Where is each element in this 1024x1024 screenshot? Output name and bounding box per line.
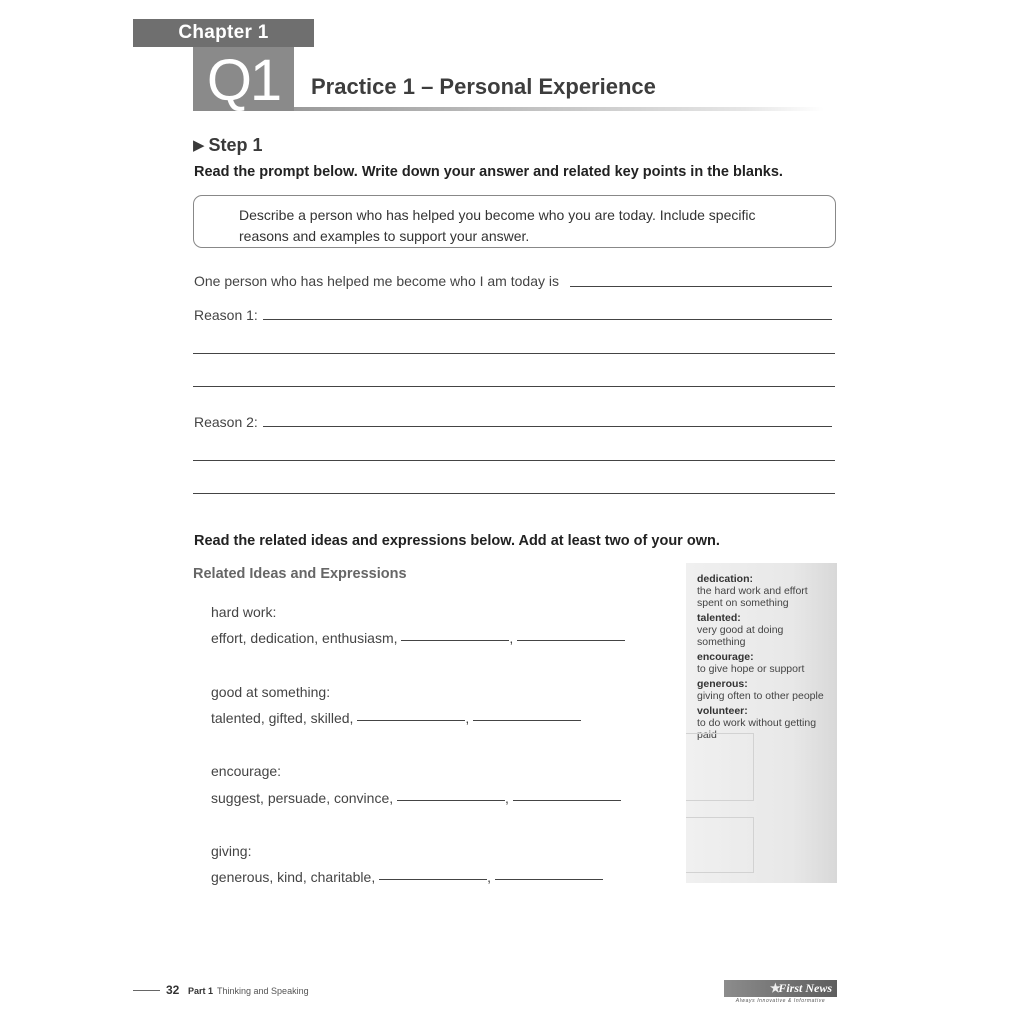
part-title: Thinking and Speaking <box>217 986 309 996</box>
footer-section <box>188 986 309 996</box>
group-title-hard-work: hard work: <box>211 604 277 620</box>
publisher-name: First News <box>778 981 832 995</box>
reason-1-line-2[interactable] <box>193 353 835 354</box>
glossary-definition: the hard work and effort spent on something <box>697 585 808 609</box>
glossary-definition: to give hope or support <box>697 663 805 675</box>
glossary-term: talented: <box>697 612 741 624</box>
footer-rule <box>133 990 160 991</box>
group-words: generous, kind, charitable, <box>211 869 376 885</box>
step-instruction: Read the prompt below. Write down your answer and related key points in the blanks. <box>194 164 783 180</box>
chapter-tab: Chapter 1 <box>133 19 314 47</box>
intro-sentence: One person who has helped me become who I am today is <box>194 273 559 289</box>
star-icon: ★ <box>770 981 781 995</box>
answer-blank[interactable] <box>357 720 465 721</box>
reason-2-label: Reason 2: <box>194 414 258 430</box>
glossary-term: generous: <box>697 678 748 690</box>
answer-blank[interactable] <box>379 879 487 880</box>
related-heading: Related Ideas and Expressions <box>193 566 407 582</box>
glossary-entry <box>697 651 831 675</box>
prompt-box: Describe a person who has helped you become who you are today. Include specific reasons and examples to support your answer. <box>193 195 836 248</box>
page-title: Practice 1 – Personal Experience <box>311 74 656 99</box>
intro-answer-line[interactable] <box>570 286 832 287</box>
reason-2-line-3[interactable] <box>193 493 835 494</box>
group-title-good-at: good at something: <box>211 684 331 700</box>
group-title-encourage: encourage: <box>211 763 282 779</box>
publisher-logo <box>724 980 837 997</box>
glossary-entry <box>697 573 831 609</box>
title-underline <box>294 107 824 111</box>
question-number-box: Q1 <box>193 47 294 111</box>
glossary-sidebar <box>686 563 837 883</box>
answer-blank[interactable] <box>517 640 625 641</box>
glossary-definition: giving often to other people <box>697 690 824 702</box>
reason-2-line[interactable] <box>263 426 832 427</box>
answer-blank[interactable] <box>473 720 581 721</box>
part-label: Part 1 <box>188 986 214 996</box>
group-words-hard-work: effort, dedication, enthusiasm, , <box>211 630 625 646</box>
glossary-term: dedication: <box>697 573 754 585</box>
page-number: 32 <box>166 983 180 997</box>
glossary-entry <box>697 678 831 702</box>
group-words: talented, gifted, skilled, <box>211 710 354 726</box>
group-words-good-at: talented, gifted, skilled, , <box>211 710 581 726</box>
triangle-bullet-icon: ▶ <box>193 137 205 154</box>
reason-1-line-3[interactable] <box>193 386 835 387</box>
group-title-giving: giving: <box>211 843 252 859</box>
group-words-encourage: suggest, persuade, convince, , <box>211 790 621 806</box>
reason-1-label: Reason 1: <box>194 307 258 323</box>
group-words: effort, dedication, enthusiasm, <box>211 630 398 646</box>
group-words-giving: generous, kind, charitable, , <box>211 869 603 885</box>
glossary-definition: very good at doing something <box>697 624 784 648</box>
glossary-term: encourage: <box>697 651 754 663</box>
publisher-tagline: Always Innovative & Informative <box>735 998 826 1004</box>
step-heading <box>193 135 263 156</box>
step-label: Step 1 <box>208 135 263 155</box>
answer-blank[interactable] <box>513 800 621 801</box>
show-through-box <box>686 733 754 801</box>
reason-1-line[interactable] <box>263 319 832 320</box>
glossary-entry <box>697 612 831 648</box>
answer-blank[interactable] <box>495 879 603 880</box>
glossary-definition: to do work without getting paid <box>697 717 817 741</box>
group-words: suggest, persuade, convince, <box>211 790 394 806</box>
glossary-term: volunteer: <box>697 705 748 717</box>
related-instruction: Read the related ideas and expressions below. Add at least two of your own. <box>194 533 720 549</box>
answer-blank[interactable] <box>397 800 505 801</box>
answer-blank[interactable] <box>401 640 509 641</box>
show-through-box <box>686 817 754 873</box>
reason-2-line-2[interactable] <box>193 460 835 461</box>
